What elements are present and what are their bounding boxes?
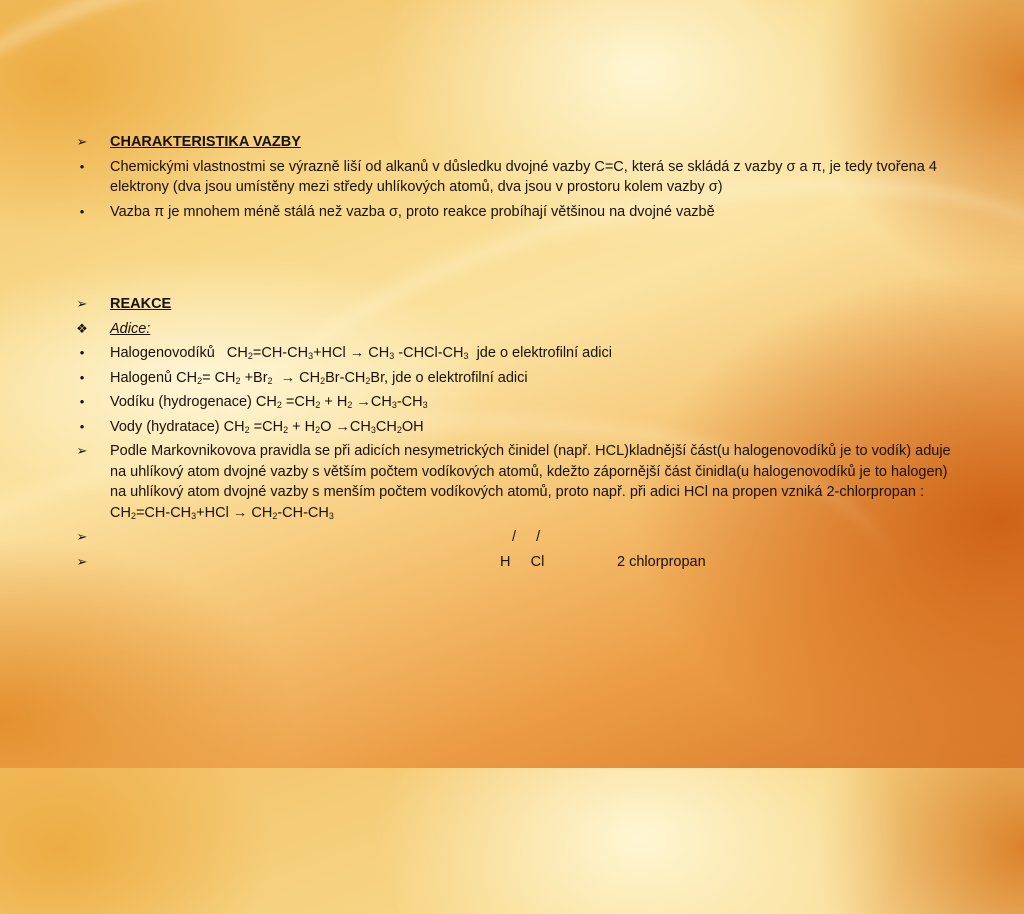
structure-row-atoms [72,552,952,573]
chem-equation: $CH_2=CH-CH_3+HCl \to CH_3$ $-CHCl-CH_3$ [226,345,469,361]
section-heading: CHARAKTERISTIKA VAZBY [110,134,301,150]
section-heading-row [72,294,952,315]
arrow-bullet-icon: ➢ [76,553,88,569]
section-heading-row [72,132,952,153]
arrow-bullet-icon: ➢ [76,296,88,311]
item-label: Halogenovodíků [110,345,215,361]
dot-bullet-icon: • [79,158,85,174]
dot-bullet-icon: • [79,369,85,385]
section-heading: REAKCE [110,296,172,312]
chem-equation: Halogenů $CH_2= CH_2 +Br_2 \to CH_2Br-CH_2Br$, jde o elektrofilní adici [110,369,528,386]
list-item-vody [72,417,952,438]
arrow-bullet-icon: ➢ [76,529,88,544]
list-item-halogenovodiku [72,343,952,364]
slide-body [72,132,952,576]
list-item-markovnikov [72,441,952,523]
dot-bullet-icon: • [79,345,85,360]
dot-bullet-icon: • [79,418,85,434]
chem-equation: $CH_2=CH-CH_3+HCl \to CH_2-CH-CH_3$ [110,504,334,521]
product-name: 2 chlorpropan [617,553,706,570]
list-item-vodiku [72,392,952,413]
item-note: jde o elektrofilní adici [476,345,612,361]
chem-equation: Vodíku (hydrogenace) $CH_2 =CH_2 + H_2 \to CH_3-CH_3$ [110,394,428,410]
arrow-bullet-icon: ➢ [76,134,88,149]
list-item-halogenu [72,368,952,389]
paragraph-text: Podle Markovnikovova pravidla se při adicích nesymetrických činidel (např. HCL)kladnější část(u halogenovodíků je to vodík) aduje na uhlíkový atom dvojné vazby s větším počtem vodíkových atomů, kdežto zápornější část činidla(u halogenovodíků je to halogen) na uhlíkový atom dvojné vazby s menším počtem vodíkových atomů, proto např. při adici HCl na propen vzniká 2-chlorpropan : [110,443,951,500]
dot-bullet-icon: • [79,394,85,409]
spacer [72,226,952,294]
structure-atoms: H Cl [500,553,545,570]
diamond-bullet-icon: ❖ [76,320,88,336]
chem-equation: Vody (hydratace) $CH_2 =CH_2 + H_2O \to CH_3CH_2OH$ [110,418,424,435]
list-item-text: Chemickými vlastnostmi se výrazně liší od alkanů v důsledku dvojné vazby C=C, která se skládá z vazby σ a π, je tedy tvořena 4 elektrony (dva jsou umístěny mezi středy uhlíkových atomů, dva jsou v prostoru kolem vazby σ) [110,158,937,195]
subheading: Adice: [110,320,151,337]
list-item [72,157,952,198]
list-item-text: Vazba π je mnohem méně stálá než vazba σ, proto reakce probíhají většinou na dvojné vazbě [110,203,715,220]
list-item [72,202,952,223]
arrow-bullet-icon: ➢ [76,443,88,458]
structure-bonds: / / [512,529,541,545]
subheading-row [72,319,952,340]
dot-bullet-icon: • [79,203,85,219]
structure-row-bonds [72,527,952,548]
